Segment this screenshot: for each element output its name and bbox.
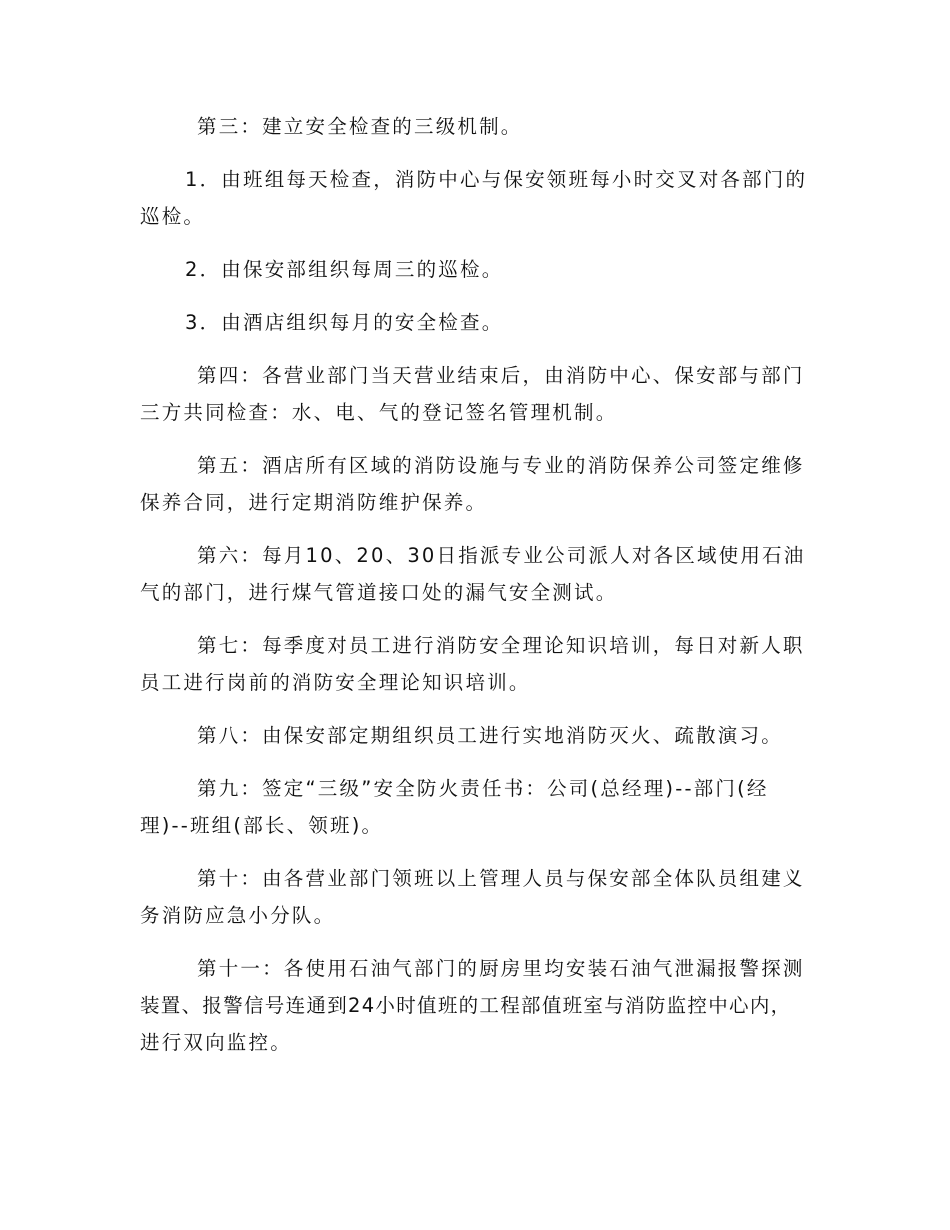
item-10-line-1: 第十：由各营业部门领班以上管理人员与保安部全体队员组建义 bbox=[197, 867, 805, 890]
item-11-line-3: 进行双向监控。 bbox=[140, 1031, 292, 1054]
item-6-line-1: 第六：每月10、20、30日指派专业公司派人对各区域使用石油 bbox=[197, 544, 806, 567]
item-7-line-2: 员工进行岗前的消防安全理论知识培训。 bbox=[140, 671, 531, 694]
item-9-line-1: 第九：签定“三级”安全防火责任书：公司(总经理)--部门(经 bbox=[197, 777, 769, 800]
item-6-line-2: 气的部门，进行煤气管道接口处的漏气安全测试。 bbox=[140, 581, 618, 604]
item-9-line-2: 理)--班组(部长、领班)。 bbox=[140, 814, 384, 837]
item-3-3-line-1: 3．由酒店组织每月的安全检查。 bbox=[185, 311, 504, 334]
item-4-line-1: 第四：各营业部门当天营业结束后，由消防中心、保安部与部门 bbox=[197, 364, 805, 387]
item-4-line-2: 三方共同检查：水、电、气的登记签名管理机制。 bbox=[140, 401, 618, 424]
item-3-2-line-1: 2．由保安部组织每周三的巡检。 bbox=[185, 258, 504, 281]
item-8-line-1: 第八：由保安部定期组织员工进行实地消防灭火、疏散演习。 bbox=[197, 724, 783, 747]
item-3-1-line-2: 巡检。 bbox=[140, 205, 206, 228]
item-3-line-1: 第三：建立安全检查的三级机制。 bbox=[197, 115, 523, 138]
item-10-line-2: 务消防应急小分队。 bbox=[140, 904, 336, 927]
item-3-1-line-1: 1．由班组每天检查，消防中心与保安领班每小时交叉对各部门的 bbox=[185, 168, 808, 191]
item-11-line-2: 装置、报警信号连通到24小时值班的工程部值班室与消防监控中心内， bbox=[140, 994, 792, 1017]
item-5-line-1: 第五：酒店所有区域的消防设施与专业的消防保养公司签定维修 bbox=[197, 454, 805, 477]
item-7-line-1: 第七：每季度对员工进行消防安全理论知识培训，每日对新人职 bbox=[197, 634, 805, 657]
item-5-line-2: 保养合同，进行定期消防维护保养。 bbox=[140, 491, 488, 514]
item-11-line-1: 第十一：各使用石油气部门的厨房里均安装石油气泄漏报警探测 bbox=[197, 957, 805, 980]
